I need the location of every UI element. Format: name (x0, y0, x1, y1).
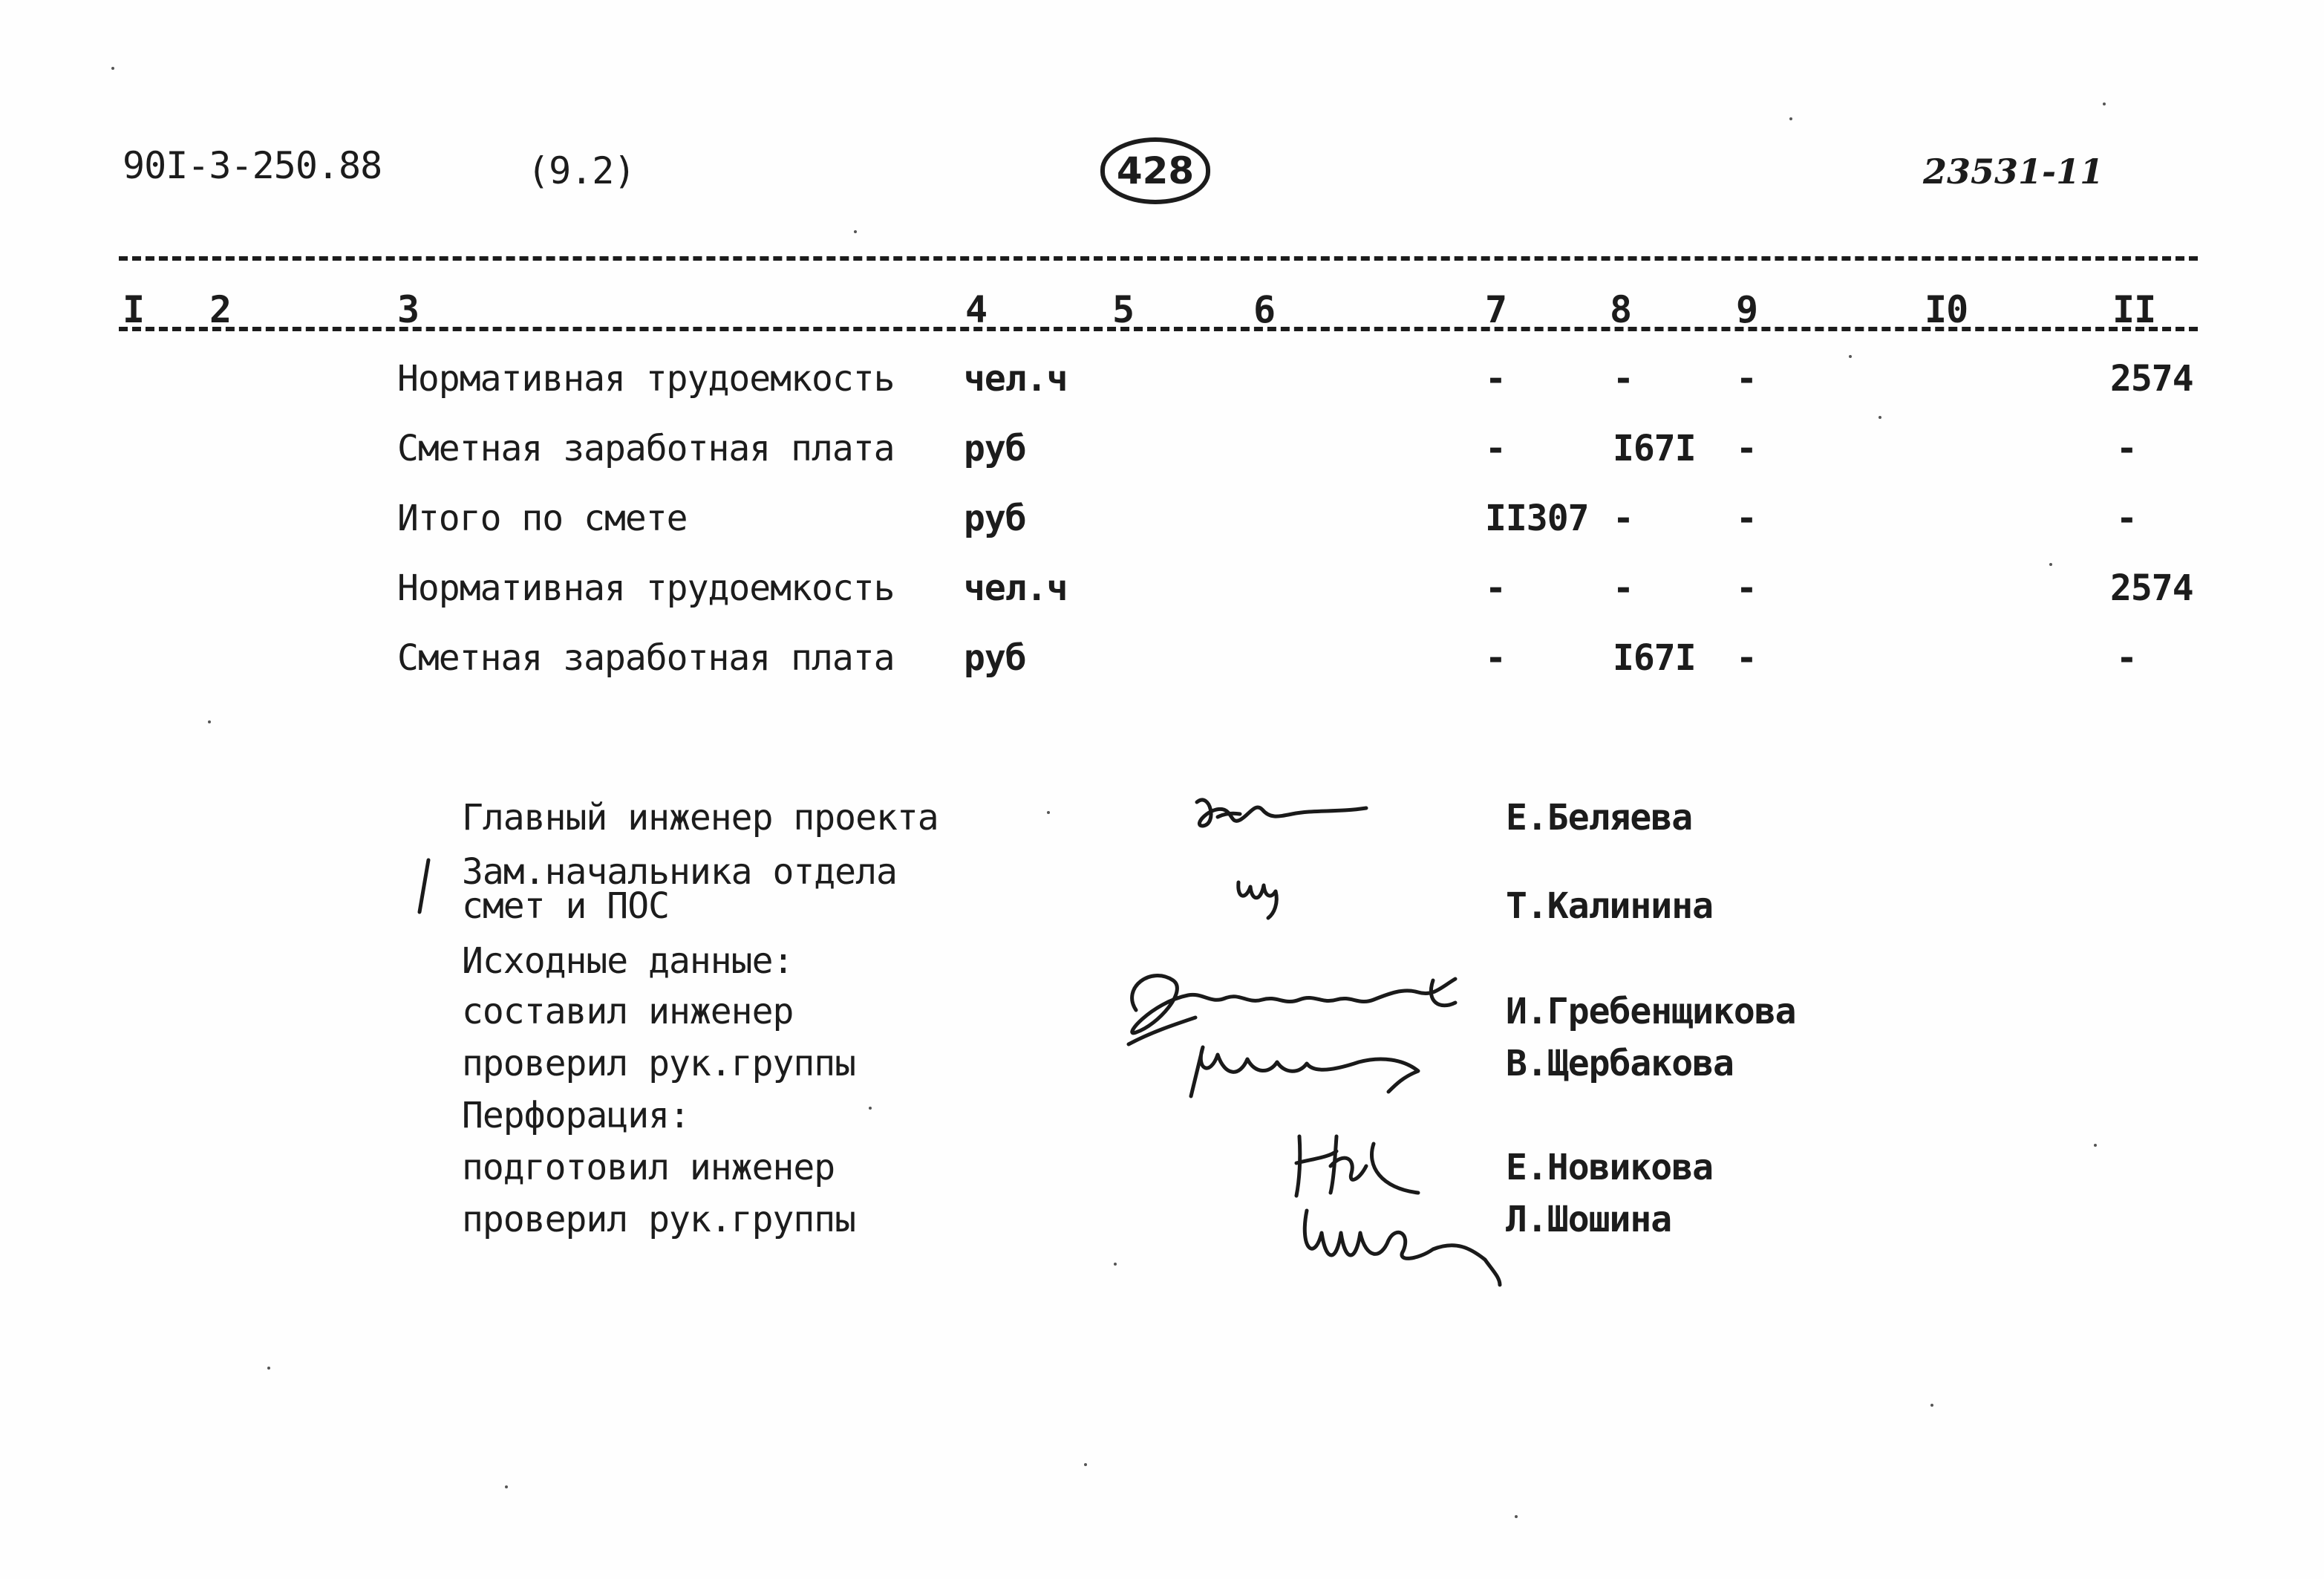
prepared-name: Е.Новикова (1506, 1147, 1713, 1188)
archive-number: 23531-11 (1923, 152, 2104, 192)
scan-speck (1849, 355, 1852, 358)
chief-engineer-name: Е.Беляева (1506, 797, 1693, 839)
scan-speck (2049, 563, 2052, 566)
scan-speck (1789, 117, 1792, 120)
column-number: 8 (1610, 288, 1632, 331)
compiled-name: И.Гребенщикова (1506, 991, 1796, 1032)
column-number: 6 (1253, 288, 1276, 331)
column-number: 7 (1485, 288, 1507, 331)
scan-speck (505, 1485, 508, 1488)
row-unit: руб (964, 637, 1026, 679)
cell-col11: 2574 (2110, 567, 2193, 609)
checked-label: проверил рук.группы (462, 1043, 856, 1084)
chief-engineer-label: Главный инженер проекта (462, 797, 939, 839)
column-number: II (2112, 288, 2156, 331)
row-name: Итого по смете (397, 498, 688, 539)
scan-speck (1084, 1463, 1087, 1466)
deputy-label-line1: Зам.начальника отдела (462, 851, 897, 893)
cell-col11: - (2116, 498, 2137, 539)
row-unit: чел.ч (964, 358, 1068, 400)
deputy-label-line2: смет и ПОС (462, 885, 669, 927)
cell-col9: - (1736, 428, 1757, 469)
source-data-label: Исходные данные: (462, 940, 794, 982)
scan-speck (1047, 811, 1050, 814)
scan-speck (1879, 416, 1881, 419)
scan-speck (111, 67, 114, 70)
scan-speck (1930, 1404, 1933, 1407)
scan-speck (1114, 1263, 1117, 1266)
checked2-label: проверил рук.группы (462, 1199, 856, 1240)
row-unit: руб (964, 498, 1026, 539)
perforation-label: Перфорация: (462, 1095, 690, 1136)
scan-speck (267, 1367, 270, 1370)
deputy-name: Т.Калинина (1506, 885, 1713, 927)
prepared-label: подготовил инженер (462, 1147, 835, 1188)
column-header-rule (119, 327, 2198, 331)
column-number: 3 (397, 288, 420, 331)
cell-col11: - (2116, 637, 2137, 679)
signature-shoshina (1292, 1188, 1515, 1292)
page-number-stamp: 428 (1100, 137, 1210, 204)
cell-col9: - (1736, 498, 1757, 539)
cell-col9: - (1736, 637, 1757, 679)
cell-col8: - (1613, 358, 1633, 400)
cell-col7: II307 (1485, 498, 1589, 539)
cell-col7: - (1485, 428, 1506, 469)
scan-speck (2103, 102, 2106, 105)
row-name: Сметная заработная плата (397, 428, 895, 469)
row-name: Нормативная трудоемкость (397, 358, 895, 400)
column-number: 2 (209, 288, 232, 331)
checked-name: В.Щербакова (1506, 1043, 1734, 1084)
cell-col9: - (1736, 567, 1757, 609)
column-number: I (123, 288, 145, 331)
scan-speck (869, 1107, 872, 1110)
cell-col7: - (1485, 358, 1506, 400)
cell-col8: - (1613, 567, 1633, 609)
signature-shcherbakova (1181, 1032, 1448, 1107)
cell-col7: - (1485, 637, 1506, 679)
document-code: 90I-3-250.88 (123, 144, 382, 187)
column-number: I0 (1925, 288, 1968, 331)
cell-col7: - (1485, 567, 1506, 609)
signature-kalinina (1233, 869, 1292, 928)
signature-beliaeva (1188, 787, 1381, 839)
row-name: Сметная заработная плата (397, 637, 895, 679)
cell-col9: - (1736, 358, 1757, 400)
cell-col11: - (2116, 428, 2137, 469)
scan-speck (2094, 1144, 2097, 1147)
cell-col8: - (1613, 498, 1633, 539)
column-number: 5 (1112, 288, 1135, 331)
margin-mark (412, 854, 442, 921)
scan-speck (854, 230, 857, 233)
scan-speck (208, 720, 211, 723)
checked2-name: Л.Шошина (1506, 1199, 1672, 1240)
scan-speck (1515, 1515, 1518, 1518)
cell-col8: I67I (1613, 428, 1696, 469)
cell-col8: I67I (1613, 637, 1696, 679)
column-number: 9 (1736, 288, 1758, 331)
row-name: Нормативная трудоемкость (397, 567, 895, 609)
row-unit: чел.ч (964, 567, 1068, 609)
table-top-rule (119, 256, 2198, 261)
row-unit: руб (964, 428, 1026, 469)
compiled-label: составил инженер (462, 991, 794, 1032)
section-number: (9.2) (527, 149, 636, 192)
column-number: 4 (965, 288, 988, 331)
cell-col11: 2574 (2110, 358, 2193, 400)
